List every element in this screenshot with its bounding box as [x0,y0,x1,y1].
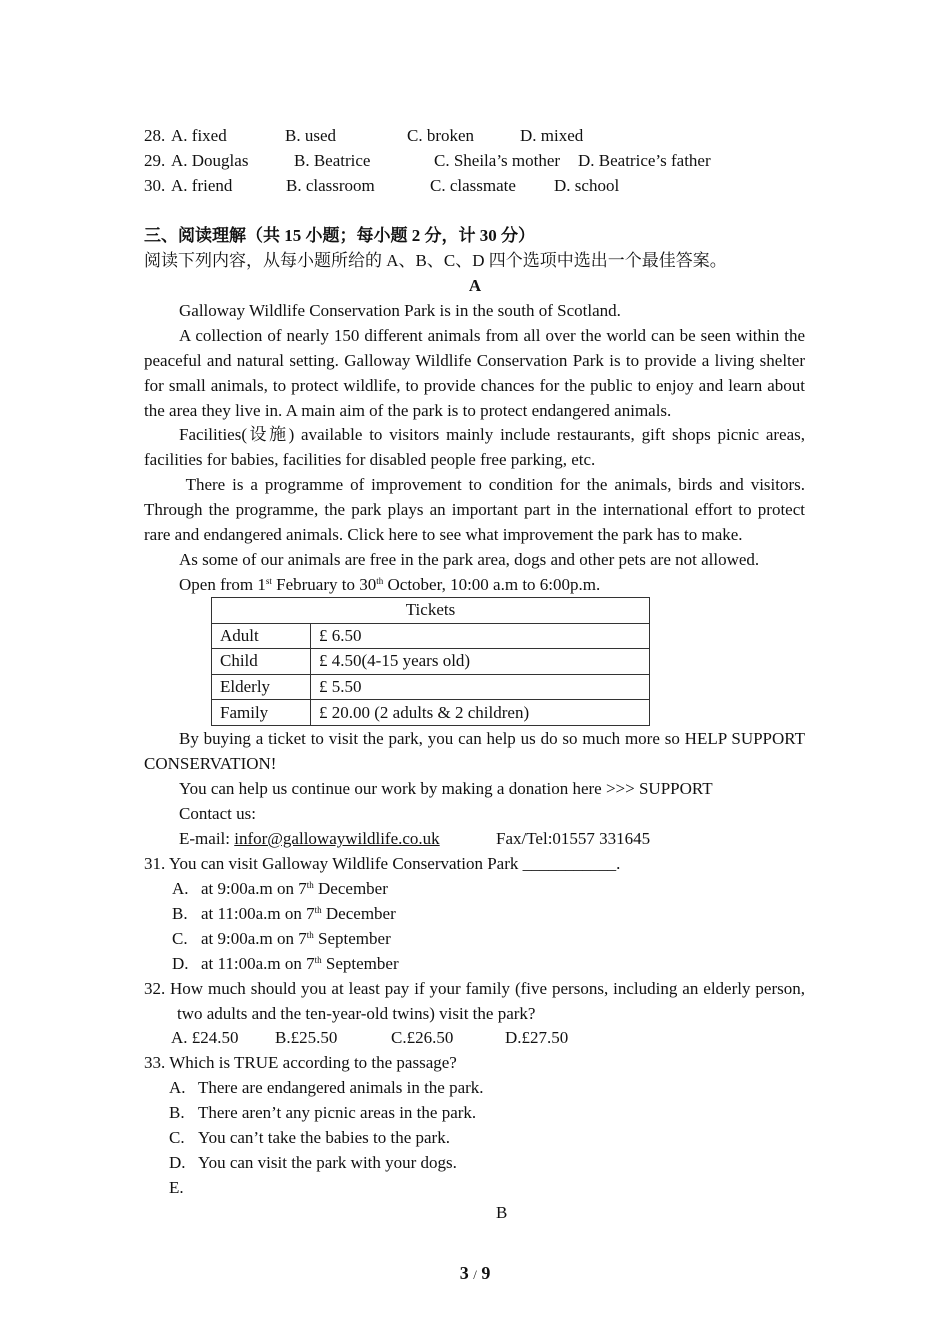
ticket-price: £ 20.00 (2 adults & 2 children) [311,700,650,726]
table-row [212,623,650,649]
passage-paragraph-6 [144,726,805,776]
tickets-table [211,597,650,726]
q28-option-b: B. used [285,126,336,145]
option-text-end: December [313,879,388,898]
passage-paragraph-2 [144,323,805,423]
opening-hours-part-3: October, 10:00 a.m to 6:00p.m. [383,575,601,594]
ticket-type: Family [212,700,311,726]
opening-hours-sup-2: th [376,576,384,586]
opening-hours-part-2: February to 30 [271,575,377,594]
passage-paragraph-3 [144,422,805,472]
q33-stem: 33. Which is TRUE according to the passage? [144,1053,457,1072]
q28-option-c: C. broken [407,126,475,145]
contact-label: Contact us: [179,804,256,823]
option-text-end: December [321,904,396,923]
table-row [212,649,650,675]
q30-num: 30. [144,176,166,195]
q33-option-d-letter: D. [169,1153,186,1172]
passage-paragraph-4 [144,472,805,547]
passage-paragraph-1: Galloway Wildlife Conservation Park is in the south of Scotland. [179,301,621,320]
q32-option-a: A. £24.50 [171,1028,239,1047]
q33-option-b-text: There aren’t any picnic areas in the park. [198,1103,477,1122]
q31-option-a [172,876,189,901]
passage-paragraph-6-text: By buying a ticket to visit the park, you can help us do so much more so HELP SUPPORT CONSERVATION! [144,729,805,773]
option-text: at 9:00a.m on 7 [201,929,307,948]
option-text: at 11:00a.m on 7 [201,904,315,923]
ticket-price: £ 6.50 [311,623,650,649]
option-letter: D. [172,954,189,973]
email-link[interactable]: infor@gallowaywildlife.co.uk [234,829,440,848]
page-current: 3 [459,1263,469,1283]
section-instruction: 阅读下列内容，从每小题所给的 A、B、C、D 四个选项中选出一个最佳答案。 [144,251,727,270]
option-sup: th [314,905,322,915]
page-separator: / [473,1267,477,1282]
passage-paragraph-7: You can help us continue our work by making a donation here >>> SUPPORT [179,779,713,798]
q29-option-b: B. Beatrice [294,151,371,170]
option-sup: th [306,880,314,890]
q28-num: 28. [144,126,166,145]
q33-option-c-letter: C. [169,1128,185,1147]
table-row [212,700,650,726]
q31-option-b [172,901,188,926]
q32-num: 32. [144,979,166,998]
q30-option-d: D. school [554,176,620,195]
option-sup: th [314,955,322,965]
option-sup: th [306,930,314,940]
option-text-end: September [321,954,399,973]
ticket-price: £ 5.50 [311,674,650,700]
passage-paragraph-5: As some of our animals are free in the park area, dogs and other pets are not allowed. [179,550,760,569]
option-letter: B. [172,904,188,923]
q32-stem: How much should you at least pay if your family (five persons, including an elderly person, two adults and the ten-year-old twins) visit the park? [170,979,805,1023]
q29-num: 29. [144,151,166,170]
passage-paragraph-3-text: Facilities(设施) available to visitors mainly include restaurants, gift shops picnic areas, facilities for babies, facilities for disabled people free parking, etc. [144,425,805,469]
q31-option-d [172,951,189,976]
q29-option-d: D. Beatrice’s father [578,151,711,170]
q31-option-c [172,926,188,951]
q31-option-d-text [201,951,399,976]
email-label: E-mail: [179,829,235,848]
q32-option-c: C.£26.50 [391,1028,454,1047]
q33-option-b-letter: B. [169,1103,185,1122]
q30-option-a: A. friend [171,176,233,195]
opening-hours-sup-1: st [265,576,272,586]
ticket-price: £ 4.50(4-15 years old) [311,649,650,675]
q28-option-a: A. fixed [171,126,227,145]
next-passage-label: B [496,1203,508,1222]
passage-paragraph-4-text: There is a programme of improvement to condition for the animals, birds and visitors. Through the programme, the park plays an important part in the international effort to protect rare and endangered animals. Click here to see what improvement the park has to make. [144,475,805,544]
ticket-type: Elderly [212,674,311,700]
q31-option-b-text [201,901,396,926]
q31-option-a-text [201,876,388,901]
option-text: at 11:00a.m on 7 [201,954,315,973]
q29-option-c: C. Sheila’s mother [434,151,561,170]
q33-option-a-text: There are endangered animals in the park. [198,1078,484,1097]
page-number [0,1263,950,1284]
page-total: 9 [481,1263,491,1283]
contact-fax: Fax/Tel:01557 331645 [496,829,651,848]
q32-option-b: B.£25.50 [275,1028,338,1047]
ticket-type: Adult [212,623,311,649]
contact-email [179,826,440,851]
opening-hours [179,572,600,597]
table-row [212,674,650,700]
passage-label: A [468,276,482,295]
section-title: 三、阅读理解（共 15 小题；每小题 2 分，计 30 分） [144,226,535,245]
q32-option-d: D.£27.50 [505,1028,569,1047]
option-text: at 9:00a.m on 7 [201,879,307,898]
option-letter: C. [172,929,188,948]
passage-paragraph-2-text: A collection of nearly 150 different animals from all over the world can be seen within the peaceful and natural setting. Galloway Wildlife Conservation Park is to provide a living shelter for small animals, to protect wildlife, to provide chances for the public to enjoy and learn about the area they live in. A main aim of the park is to protect endangered animals. [144,326,805,420]
q31-stem: 31. You can visit Galloway Wildlife Conservation Park ___________. [144,854,621,873]
option-letter: A. [172,879,189,898]
q33-option-a-letter: A. [169,1078,186,1097]
q30-option-c: C. classmate [430,176,516,195]
opening-hours-part-1: Open from 1 [179,575,266,594]
q31-option-c-text [201,926,391,951]
q30-option-b: B. classroom [286,176,375,195]
ticket-type: Child [212,649,311,675]
q28-option-d: D. mixed [520,126,584,145]
q33-option-d-text: You can visit the park with your dogs. [198,1153,457,1172]
tickets-header: Tickets [212,598,650,624]
q29-option-a: A. Douglas [171,151,249,170]
option-text-end: September [313,929,391,948]
q33-option-e-letter: E. [169,1178,184,1197]
q33-option-c-text: You can’t take the babies to the park. [198,1128,450,1147]
